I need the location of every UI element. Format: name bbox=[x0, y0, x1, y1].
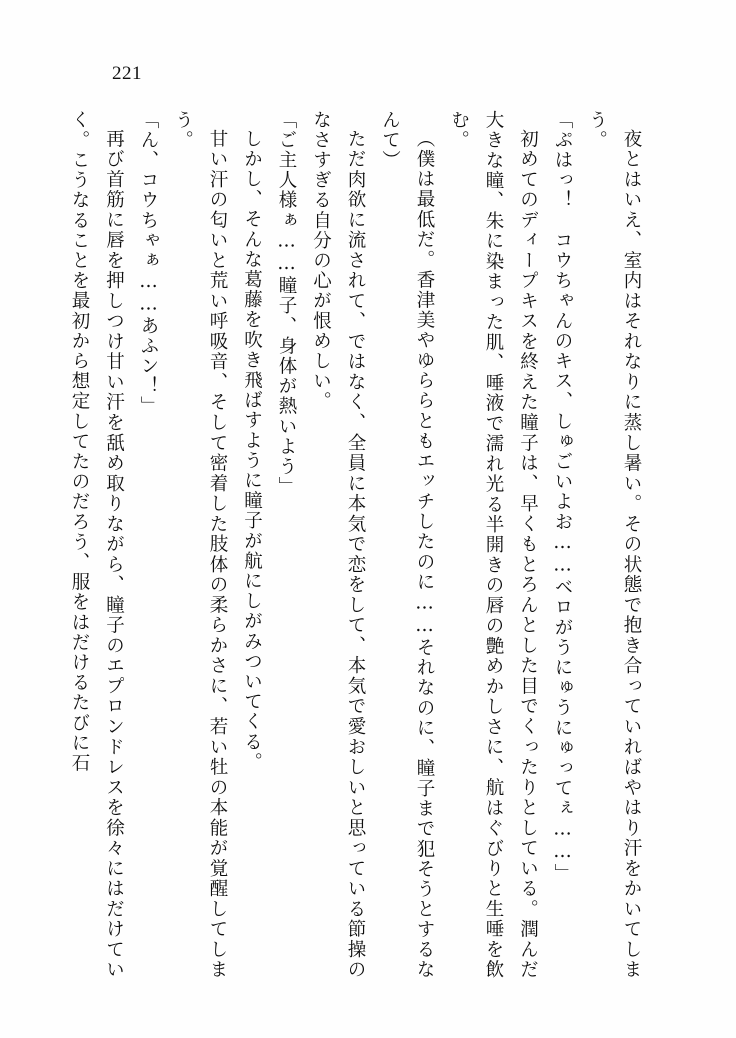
paragraph: 「ご主人様ぁ……瞳子、身体が熱いよう」 bbox=[276, 110, 297, 497]
paragraph: （僕は最低だ。香津美やゆららともエッチしたのに……それなのに、瞳子まで犯そうとするなんて） bbox=[379, 110, 435, 980]
paragraph: 夜とはいえ、室内はそれなりに蒸し暑い。その状態で抱き合っていればやはり汗をかいてしまう。 bbox=[586, 110, 642, 980]
paragraph: 初めてのディープキスを終えた瞳子は、早くもとろんとした目でくったりとしている。潤んだ大きな瞳、朱に染まった肌、唾液で濡れ光る半開きの唇の艶めかしさに、航はぐびりと生唾を飲む。 bbox=[448, 110, 539, 980]
paragraph: 「ぷはっ！ コウちゃんのキス、しゅごいよお……ベロがうにゅうにゅってぇ……」 bbox=[552, 110, 573, 884]
paragraph: 「ん、コウちゃぁ……あふン！」 bbox=[138, 110, 159, 417]
paragraph: 再び首筋に唇を押しつけ甘い汗を舐め取りながら、瞳子のエプロンドレスを徐々にはだけていく。こうなることを最初から想定してたのだろう、服をはだけるたびに石 bbox=[69, 110, 125, 980]
page-number: 221 bbox=[112, 63, 142, 84]
paragraph: ただ肉欲に流されて、ではなく、全員に本気で恋をして、本気で愛おしいと思っている節操のなさすぎる自分の心が恨めしい。 bbox=[310, 110, 366, 980]
paragraph: 甘い汗の匂いと荒い呼吸音、そして密着した肢体の柔らかさに、若い牡の本能が覚醒してしまう。 bbox=[172, 110, 228, 980]
paragraph: しかし、そんな葛藤を吹き飛ばすように瞳子が航にしがみついてくる。 bbox=[241, 129, 263, 773]
body-text-block bbox=[62, 110, 649, 980]
